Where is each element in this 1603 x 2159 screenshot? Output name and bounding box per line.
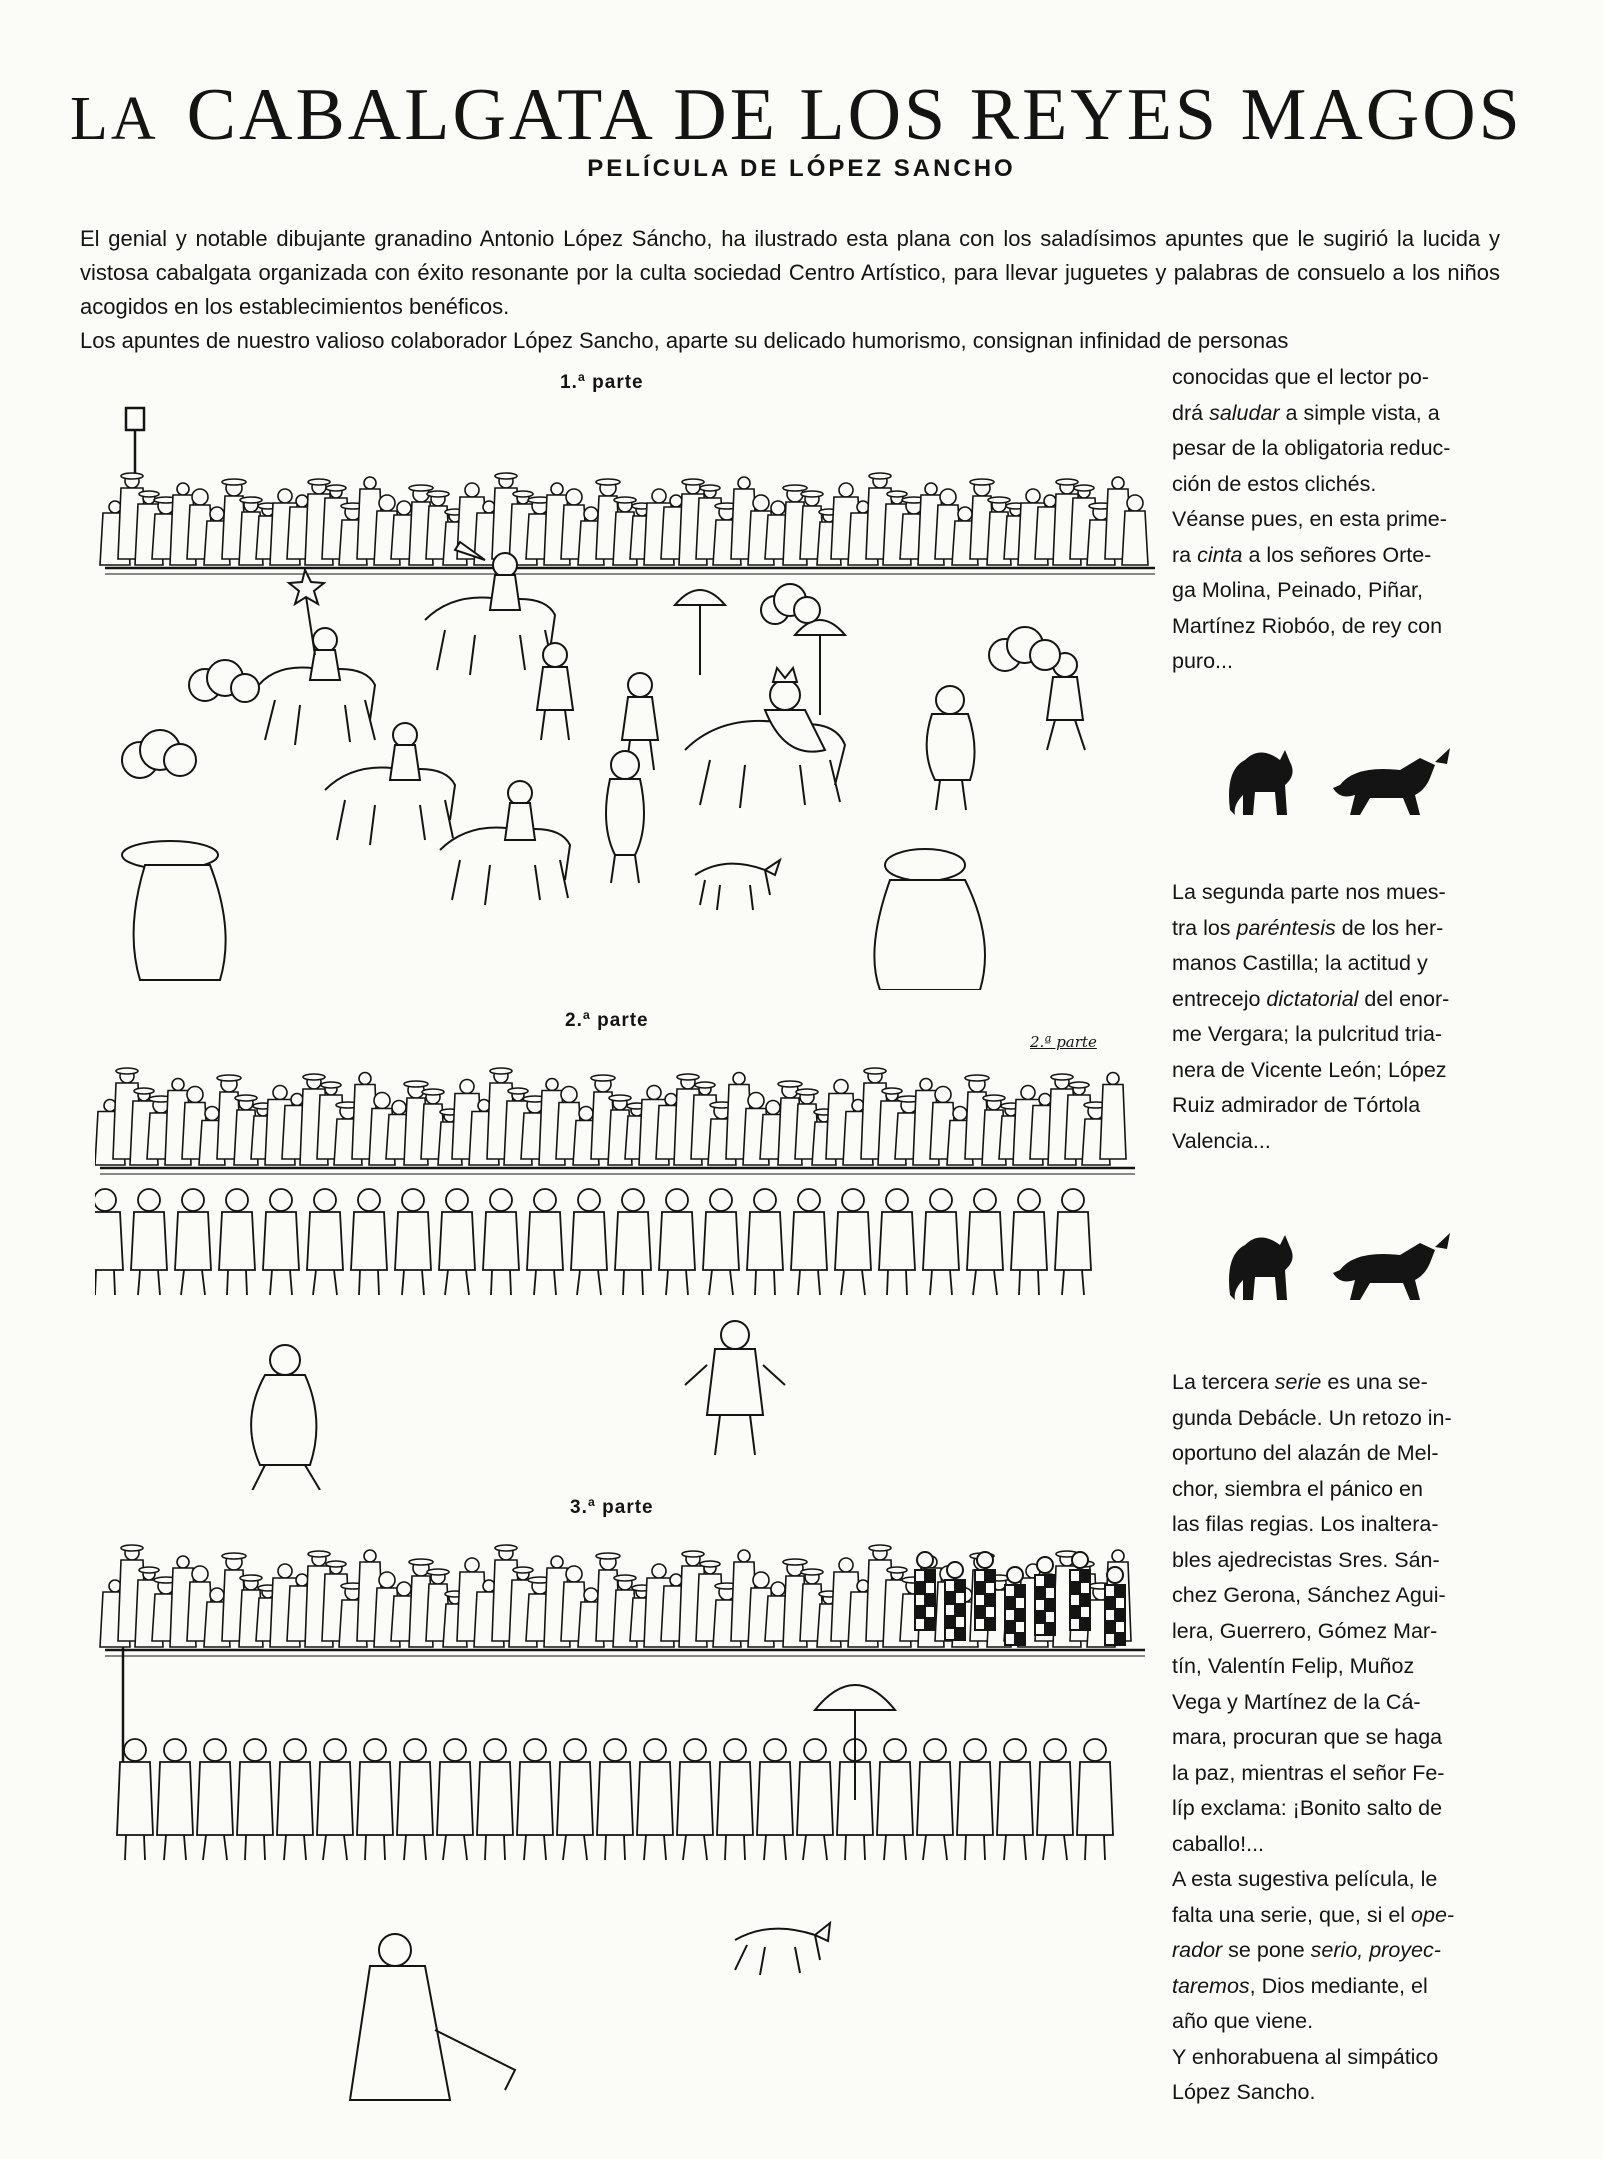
col2-line-5: me Vergara; la pulcritud tria- xyxy=(1172,1022,1443,1046)
col1-line-7: ga Molina, Peinado, Piñar, xyxy=(1172,578,1423,602)
col3-line-11: mara, procuran que se haga xyxy=(1172,1725,1443,1749)
col3-line-1: La tercera serie es una se- xyxy=(1172,1370,1428,1394)
col3-line-18: taremos, Dios mediante, el xyxy=(1172,1973,1428,1998)
procession-figure xyxy=(437,1739,473,1860)
procession-figure xyxy=(483,1189,519,1295)
procession-figure xyxy=(527,1189,563,1295)
title-main: CABALGATA DE LOS REYES MAGOS xyxy=(186,74,1523,156)
col3-line-6: bles ajedrecistas Sres. Sán- xyxy=(1172,1547,1440,1572)
procession-figure xyxy=(791,1189,827,1295)
cat-dog-vignette-1 xyxy=(1225,740,1460,824)
procession-figure xyxy=(557,1739,593,1860)
illustration-part-2 xyxy=(95,1045,1170,1490)
col2-line-3: manos Castilla; la actitud y xyxy=(1172,951,1428,975)
illustration-part-3 xyxy=(95,1530,1170,2120)
col3-line-13: líp exclama: ¡Bonito salto de xyxy=(1172,1796,1443,1820)
procession-figure xyxy=(263,1189,299,1295)
procession-figure xyxy=(571,1189,607,1295)
col3-line-12: la paz, mientras el señor Fe- xyxy=(1172,1760,1445,1785)
col2-line-2: tra los paréntesis de los her- xyxy=(1172,915,1444,940)
checkered-figure xyxy=(1005,1567,1025,1645)
procession-figure xyxy=(157,1739,193,1860)
crowd-figure xyxy=(1100,1073,1126,1160)
procession-figure xyxy=(597,1739,633,1860)
procession-figure xyxy=(797,1739,833,1860)
intro-paragraph-2: Los apuntes de nuestro valioso colaborador López Sancho, aparte su delicado humorismo, consignan infinidad de personas xyxy=(80,328,1289,353)
page-title xyxy=(70,74,1530,156)
col3-line-21: López Sancho. xyxy=(1172,2080,1316,2104)
procession-figure xyxy=(757,1739,793,1860)
procession-figure xyxy=(219,1189,255,1295)
col3-line-2: gunda Debácle. Un retozo in- xyxy=(1172,1405,1452,1430)
handwritten-part-2-note: 2.ª parte xyxy=(1030,1033,1097,1051)
checkered-figure xyxy=(945,1562,965,1640)
procession-figure xyxy=(923,1189,959,1295)
procession-figure xyxy=(659,1189,695,1295)
procession-figure xyxy=(1077,1739,1113,1860)
cat-dog-vignette-2 xyxy=(1225,1225,1460,1309)
column-text-2 xyxy=(1172,875,1502,1159)
col1-line-8: Martínez Riobóo, de rey con xyxy=(1172,613,1443,638)
col2-line-1: La segunda parte nos mues- xyxy=(1172,880,1446,904)
cat-and-dog-icon xyxy=(1225,740,1460,820)
procession-figure xyxy=(717,1739,753,1860)
col1-line-2: drá saludar a simple vista, a xyxy=(1172,400,1440,425)
cat-and-dog-icon xyxy=(1225,1225,1460,1305)
procession-figure xyxy=(131,1189,167,1295)
procession-figure xyxy=(277,1739,313,1860)
procession-figure xyxy=(877,1739,913,1860)
col3-line-5: las filas regias. Los inaltera- xyxy=(1172,1512,1439,1536)
procession-figure xyxy=(397,1739,433,1860)
procession-figure xyxy=(197,1739,233,1860)
procession-figure xyxy=(835,1189,871,1295)
procession-figure xyxy=(637,1739,673,1860)
checkered-figure xyxy=(1070,1552,1090,1630)
col3-line-10: Vega y Martínez de la Cá- xyxy=(1172,1689,1421,1714)
cartoon-cavalcade-3 xyxy=(95,1530,1170,2120)
col3-line-16: falta una serie, que, si el ope- xyxy=(1172,1902,1455,1927)
procession-figure xyxy=(1011,1189,1047,1295)
procession-figure xyxy=(703,1189,739,1295)
procession-figure xyxy=(957,1739,993,1860)
col1-line-1: conocidas que el lector po- xyxy=(1172,365,1429,389)
col3-line-17: rador se pone serio, proyec- xyxy=(1172,1938,1441,1962)
procession-figure xyxy=(879,1189,915,1295)
col1-line-6: ra cinta a los señores Orte- xyxy=(1172,542,1432,567)
col3-line-7: chez Gerona, Sánchez Agui- xyxy=(1172,1583,1446,1607)
procession-figure xyxy=(439,1189,475,1295)
page-subtitle: PELÍCULA DE LÓPEZ SANCHO xyxy=(587,155,1016,182)
checkered-figure xyxy=(975,1552,995,1630)
column-text-1 xyxy=(1172,360,1502,680)
col3-line-8: lera, Guerrero, Gómez Mar- xyxy=(1172,1618,1438,1643)
column-text-3 xyxy=(1172,1365,1502,2111)
col2-line-7: Ruiz admirador de Tórtola xyxy=(1172,1093,1421,1117)
checkered-figure xyxy=(1035,1557,1055,1635)
part-1-label: 1.ª parte xyxy=(560,372,644,393)
procession-figure xyxy=(351,1189,387,1295)
procession-figure xyxy=(615,1189,651,1295)
procession-figure xyxy=(1037,1739,1073,1860)
procession-figure xyxy=(997,1739,1033,1860)
col3-line-3: oportuno del alazán de Mel- xyxy=(1172,1441,1439,1465)
col2-line-8: Valencia... xyxy=(1172,1128,1271,1153)
procession-figure xyxy=(1055,1189,1091,1295)
col1-line-3: pesar de la obligatoria reduc- xyxy=(1172,436,1451,460)
procession-figure xyxy=(357,1739,393,1860)
cartoon-cavalcade-1 xyxy=(95,400,1170,990)
procession-figure xyxy=(747,1189,783,1295)
intro-paragraph-1: El genial y notable dibujante granadino Antonio López Sáncho, ha ilustrado esta plana con los saladísimos apuntes que le sugirió la lucida y vistosa cabalgata organizada con éxito resonante por la culta sociedad Centro Artístico, para llevar juguetes y palabras de consuelo a los niños acogidos en los establecimientos benéficos. xyxy=(80,226,1500,319)
procession-figure xyxy=(677,1739,713,1860)
illustration-part-1 xyxy=(95,400,1170,990)
intro-text xyxy=(80,222,1500,358)
cartoon-cavalcade-2 xyxy=(95,1045,1170,1490)
procession-figure xyxy=(517,1739,553,1860)
col1-line-5: Véanse pues, en esta prime- xyxy=(1172,507,1447,531)
part-3-label: 3.ª parte xyxy=(570,1497,654,1518)
col3-line-14: caballo!... xyxy=(1172,1831,1265,1856)
col1-line-9: puro... xyxy=(1172,649,1233,673)
procession-figure xyxy=(317,1739,353,1860)
col3-line-20: Y enhorabuena al simpático xyxy=(1172,2044,1439,2069)
procession-figure xyxy=(175,1189,211,1295)
col3-line-15: A esta sugestiva película, le xyxy=(1172,1867,1438,1891)
col3-line-9: tín, Valentín Felip, Muñoz xyxy=(1172,1654,1415,1678)
procession-figure xyxy=(307,1189,343,1295)
col3-line-19: año que viene. xyxy=(1172,2009,1314,2033)
procession-figure xyxy=(237,1739,273,1860)
procession-figure xyxy=(917,1739,953,1860)
col1-line-4: ción de estos clichés. xyxy=(1172,471,1377,496)
checkered-figure xyxy=(915,1552,935,1630)
procession-figure xyxy=(967,1189,1003,1295)
procession-figure xyxy=(477,1739,513,1860)
col3-line-4: chor, siembra el pánico en xyxy=(1172,1476,1423,1501)
part-2-label: 2.ª parte xyxy=(565,1010,649,1031)
checkered-figure xyxy=(1105,1567,1125,1645)
col2-line-4: entrecejo dictatorial del enor- xyxy=(1172,986,1450,1011)
procession-figure xyxy=(395,1189,431,1295)
col2-line-6: nera de Vicente León; López xyxy=(1172,1057,1447,1082)
procession-figure xyxy=(95,1189,123,1295)
title-article: LA xyxy=(70,85,159,153)
